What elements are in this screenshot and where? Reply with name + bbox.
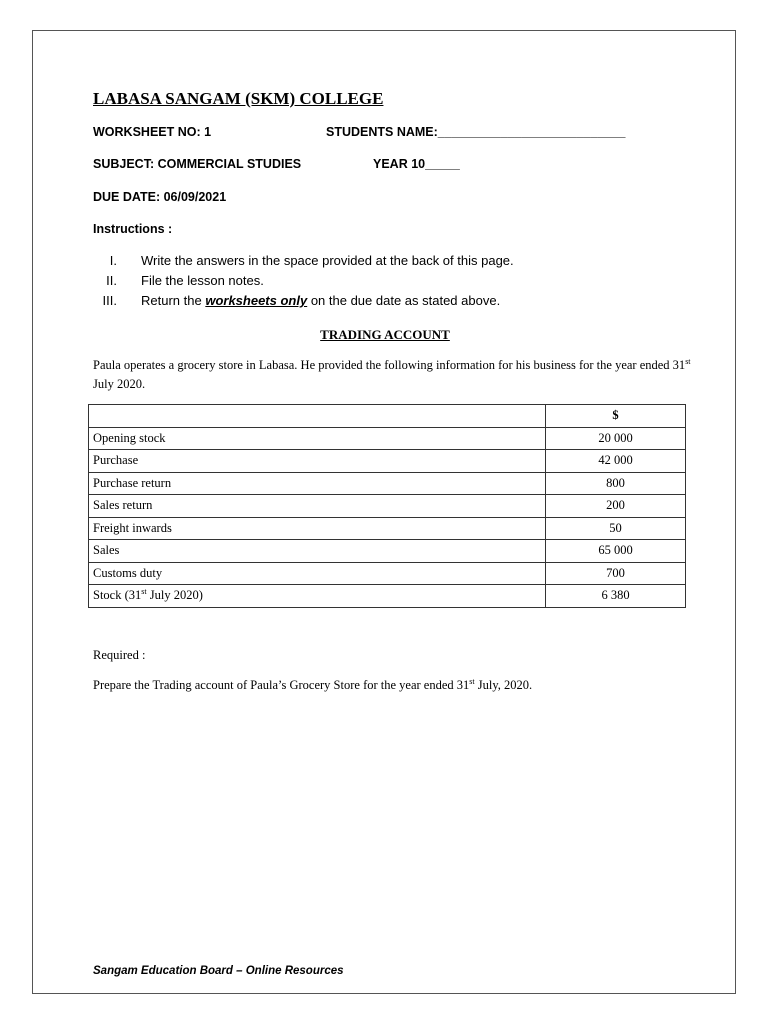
table-row: [89, 562, 686, 585]
list-number: I.: [109, 253, 117, 268]
table-row: [89, 427, 686, 450]
row-label: Opening stock: [89, 427, 546, 450]
task-statement: [93, 678, 532, 693]
row-value: 200: [546, 495, 686, 518]
row-label-sup: st: [141, 587, 147, 597]
footer-text: Sangam Education Board – Online Resources: [93, 965, 344, 977]
section-title: TRADING ACCOUNT: [320, 327, 450, 342]
table-row: [89, 472, 686, 495]
instruction-text: File the lesson notes.: [141, 273, 264, 288]
subject-line: SUBJECT: COMMERCIAL STUDIES: [93, 157, 302, 171]
table-row: [89, 495, 686, 518]
row-value: 20 000: [546, 427, 686, 450]
row-label: Sales return: [89, 495, 546, 518]
students-name-field: STUDENTS NAME:___________________________: [326, 125, 626, 139]
row-label-pre: Stock (31: [93, 588, 142, 603]
task-text-end: July, 2020.: [474, 678, 533, 692]
worksheet-page: [32, 30, 736, 994]
row-value: 700: [546, 562, 686, 585]
intro-sup: st: [685, 356, 691, 366]
header-cell-currency: $: [546, 405, 686, 428]
list-number: II.: [106, 273, 117, 288]
table-row: [89, 450, 686, 473]
row-value: 800: [546, 472, 686, 495]
trading-data-table: [88, 404, 686, 608]
table-row: [89, 517, 686, 540]
task-text: Prepare the Trading account of Paula’s Grocery Store for the year ended 31: [93, 678, 470, 692]
intro-paragraph: [93, 356, 693, 394]
row-label: Freight inwards: [89, 517, 546, 540]
row-value: 65 000: [546, 540, 686, 563]
instruction-text-pre: Return the: [141, 293, 206, 308]
intro-text: Paula operates a grocery store in Labasa. He provided the following information for his business for the year ended 31: [93, 358, 686, 372]
emphasis-worksheets-only: worksheets only: [205, 293, 308, 308]
table-row: [89, 585, 686, 608]
intro-text-end: July 2020.: [93, 377, 146, 391]
row-label: Customs duty: [89, 562, 546, 585]
row-value: 50: [546, 517, 686, 540]
row-label: Purchase return: [89, 472, 546, 495]
row-label: [89, 585, 546, 608]
row-label-post: July 2020): [146, 588, 203, 603]
row-label: Sales: [89, 540, 546, 563]
worksheet-number: WORKSHEET NO: 1: [93, 125, 212, 139]
instruction-text: [141, 293, 500, 308]
row-label: Purchase: [89, 450, 546, 473]
year-field: YEAR 10_____: [373, 157, 460, 171]
row-value: 42 000: [546, 450, 686, 473]
row-value: 6 380: [546, 585, 686, 608]
due-date: DUE DATE: 06/09/2021: [93, 190, 227, 204]
instructions-heading: Instructions :: [93, 222, 173, 236]
table-header-row: [89, 405, 686, 428]
college-title: LABASA SANGAM (SKM) COLLEGE: [93, 89, 384, 108]
instruction-text: Write the answers in the space provided at the back of this page.: [141, 253, 514, 268]
required-label: Required :: [93, 648, 146, 662]
task-sup: st: [469, 676, 475, 686]
header-cell-blank: [89, 405, 546, 428]
instruction-text-post: on the due date as stated above.: [307, 293, 501, 308]
table-row: [89, 540, 686, 563]
list-number: III.: [102, 293, 117, 308]
